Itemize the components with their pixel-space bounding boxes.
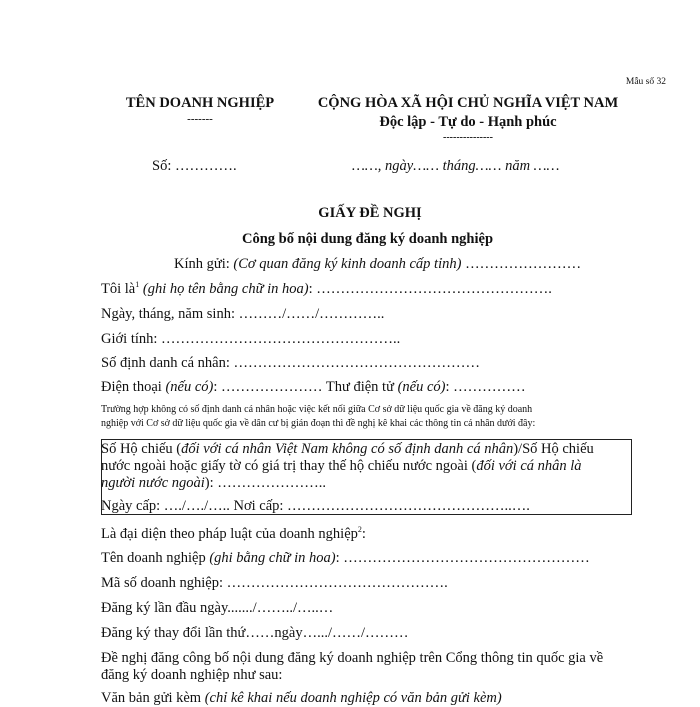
recipient-line: Kính gửi: (Cơ quan đăng ký kinh doanh cấp tỉnh) …………………… bbox=[174, 256, 582, 272]
request-line-1: Đề nghị đăng công bố nội dung đăng ký doanh nghiệp trên Cổng thông tin quốc gia về bbox=[101, 650, 604, 666]
note-line-2: nghiệp với Cơ sở dữ liệu quốc gia về dân cư bị gián đoạn thì đề nghị kê khai các thông tin cá nhân dưới đây: bbox=[101, 418, 536, 429]
passport-line-3: người nước ngoài): ………………….. bbox=[101, 475, 327, 491]
issue-date-place: Ngày cấp: …./…./….. Nơi cấp: ………………………………………..…. bbox=[101, 498, 530, 514]
contact-field: Điện thoại (nếu có): ………………… Thư điện tử (nếu có): …………… bbox=[101, 379, 526, 395]
republic-title: CỘNG HÒA XÃ HỘI CHỦ NGHĨA VIỆT NAM bbox=[317, 95, 619, 111]
attached-documents-line: Văn bản gửi kèm (chỉ kê khai nếu doanh nghiệp có văn bản gửi kèm) bbox=[101, 690, 502, 706]
change-registration-field: Đăng ký thay đổi lần thứ……ngày….../……/……… bbox=[101, 625, 409, 641]
company-name-header: TÊN DOANH NGHIỆP bbox=[125, 95, 275, 111]
full-name-field: Tôi $là^1$ (ghi họ tên bằng chữ in hoa): …………………………………………. bbox=[101, 280, 552, 297]
motto: Độc lập - Tự do - Hạnh phúc bbox=[379, 114, 557, 130]
form-number: Mẫu số 32 bbox=[625, 77, 666, 87]
note-line-1: Trường hợp không có số định danh cá nhân hoặc việc kết nối giữa Cơ sở dữ liệu quốc gia về đăng ký doanh bbox=[101, 404, 533, 415]
motto-divider: --------------- bbox=[443, 132, 493, 143]
gender-field: Giới tính: ………………………………………….. bbox=[101, 331, 401, 347]
company-divider: ------- bbox=[187, 113, 213, 125]
date-of-birth-field: Ngày, tháng, năm sinh: ………/……/………….. bbox=[101, 306, 385, 322]
passport-line-2: nước ngoài hoặc giấy tờ có giá trị thay thế hộ chiếu nước ngoài (đối với cá nhân là bbox=[101, 458, 582, 474]
document-number: Số: …………. bbox=[152, 158, 237, 174]
company-name-field: Tên doanh nghiệp (ghi bằng chữ in hoa): …………………………………………… bbox=[101, 550, 590, 566]
legal-representative-line: Là đại diện theo pháp luật của doanh nghiệp$^2$: bbox=[101, 525, 366, 542]
first-registration-field: Đăng ký lần đầu ngày......./……../…..… bbox=[101, 600, 334, 616]
document-subtitle: Công bố nội dung đăng ký doanh nghiệp bbox=[241, 231, 494, 247]
date-line: ……, ngày…… tháng…… năm …… bbox=[352, 158, 560, 174]
personal-id-field: Số định danh cá nhân: …………………………………………… bbox=[101, 355, 480, 371]
passport-line-1: Số Hộ chiếu (đối với cá nhân Việt Nam không có số định danh cá nhân)/Số Hộ chiếu bbox=[101, 441, 594, 457]
company-code-field: Mã số doanh nghiệp: ………………………………………. bbox=[101, 575, 448, 591]
document-title: GIẤY ĐỀ NGHỊ bbox=[318, 205, 422, 221]
request-line-2: đăng ký doanh nghiệp như sau: bbox=[101, 667, 283, 683]
